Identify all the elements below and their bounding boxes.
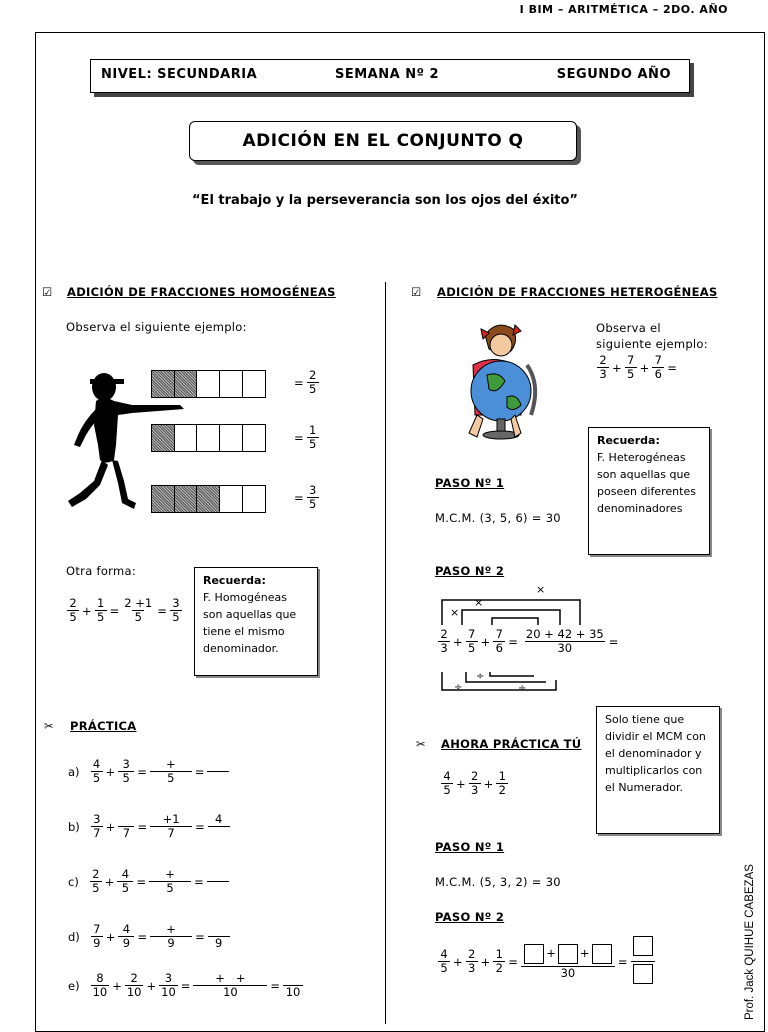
filled-cell [151, 485, 175, 513]
denominator: 9 [150, 936, 192, 950]
numerator: 3 [308, 483, 317, 497]
numerator: 7 [495, 627, 503, 641]
numerator: 3 [172, 596, 180, 610]
empty-cell [219, 485, 243, 513]
numerator [215, 758, 223, 771]
paso2-expression: $\frac{2}{3}$ + $\frac{7}{5}$ + $\frac{7}{6}$ = $\frac{20 + 42 + 35}{30}$ = [437, 628, 620, 655]
numerator: 4 [215, 812, 223, 826]
exercise-label: d) [68, 929, 80, 944]
denominator: 5 [438, 961, 450, 975]
fraction-strip-1 [152, 370, 266, 398]
denominator: 10 [126, 985, 142, 999]
denominator [207, 771, 229, 785]
denominator: 7 [91, 826, 103, 840]
equals-sign: = [294, 490, 304, 505]
quote: “El trabajo y la perseverancia son los ojos del éxito” [192, 193, 578, 208]
mcm-1: M.C.M. (3, 5, 6) = 30 [435, 511, 561, 525]
numerator: 4 [92, 757, 101, 771]
equals-sign: = [294, 430, 304, 445]
strip-result-1 [292, 369, 320, 396]
numerator: 2 [308, 368, 317, 382]
answer-box[interactable] [524, 944, 544, 964]
divide-symbol: ÷ [476, 671, 485, 682]
page-header: I BIM – ARITMÉTICA – 2DO. AÑO [519, 3, 728, 16]
answer-box-denominator[interactable] [633, 964, 653, 984]
recuerda-note-homogeneas [194, 567, 318, 676]
denominator: 30 [521, 966, 615, 980]
numerator: +1 [162, 812, 180, 826]
paso2b-title: PASO Nº 2 [435, 910, 505, 924]
numerator: 2 [599, 353, 607, 367]
numerator: + [166, 757, 176, 771]
denominator: 10 [161, 985, 176, 999]
fraction-strip-3 [152, 485, 266, 513]
note-text: F. Homogéneas son aquellas que tiene el mismo denominador. [203, 591, 297, 655]
denominator: 2 [493, 961, 505, 975]
times-symbol: × [450, 606, 460, 619]
denominator: 7 [118, 826, 134, 840]
filled-cell [174, 485, 198, 513]
column-divider [385, 282, 386, 1024]
numerator [289, 972, 297, 985]
practice-expression: $\frac{4}{5}$ + $\frac{2}{3}$ + $\frac{1}{2}$ [440, 770, 509, 797]
numerator: + + [215, 971, 246, 985]
empty-cell [219, 424, 243, 452]
denominator: 3 [469, 783, 481, 797]
page-title: ADICIÓN EN EL CONJUNTO Q [242, 131, 524, 151]
denominator [208, 826, 230, 840]
note-title: Recuerda: [203, 574, 266, 587]
denominator: 5 [132, 610, 144, 624]
exercise-row: c) $\frac{2}{5}$ + $\frac{4}{5}$ = + 5 = [68, 868, 230, 895]
denominator: 2 [496, 783, 508, 797]
denominator: 10 [283, 985, 303, 999]
numerator: 3 [93, 812, 101, 826]
exercise-label: e) [68, 978, 80, 993]
numerator [214, 868, 222, 881]
exercise-label: a) [68, 764, 80, 779]
times-symbol: × [536, 583, 546, 596]
checkbox-icon: ☑ [42, 285, 53, 299]
anio-label: SEGUNDO AÑO [556, 67, 671, 82]
exercise-e: e) $\frac{8}{10}$ + $\frac{2}{10}$ + $\frac{3}{10}$ = + + 10 = 10 [68, 972, 304, 999]
empty-cell [219, 370, 243, 398]
title-box [189, 121, 577, 161]
denominator: 5 [307, 382, 319, 396]
numerator: 7 [467, 627, 476, 641]
numerator: 4 [443, 769, 451, 783]
denominator: 6 [493, 641, 505, 655]
denominator: 9 [118, 936, 134, 950]
right-intro: Observa el siguiente ejemplo: [596, 321, 708, 351]
denominator: 10 [193, 985, 267, 999]
denominator: 3 [438, 641, 450, 655]
denominator: 5 [117, 881, 133, 895]
exercise-label: c) [68, 874, 79, 889]
empty-cell [242, 424, 266, 452]
nivel-label: NIVEL: SECUNDARIA [101, 67, 258, 82]
empty-cell [242, 485, 266, 513]
exercise-row: b) $\frac{3}{7}$ + 7 = $\frac{+1}{7}$ = 4 [68, 813, 231, 840]
fraction-strip-2 [152, 424, 266, 452]
paso2-title: PASO Nº 2 [435, 564, 505, 578]
denominator: 5 [625, 367, 637, 381]
left-intro: Observa el siguiente ejemplo: [66, 320, 247, 334]
denominator: 3 [597, 367, 609, 381]
numerator: 2 [130, 971, 138, 985]
tip-text: Solo tiene que dividir el MCM con el denominador y multiplicarlos con el Numerador. [605, 713, 706, 794]
denominator: 5 [95, 610, 107, 624]
denominator: 5 [149, 881, 191, 895]
practica-title: PRÁCTICA [70, 719, 137, 733]
numerator: 8 [96, 971, 104, 985]
exercise-row: a) $\frac{4}{5}$ + $\frac{3}{5}$ = + 5 = [68, 758, 230, 785]
numerator [123, 813, 131, 826]
otra-forma-expression: $\frac{2}{5}$ + $\frac{1}{5}$ = $\frac{2 +1}{5}$ = $\frac{3}{5}$ [66, 597, 183, 624]
answer-box[interactable] [592, 944, 612, 964]
strip-result-2 [292, 424, 320, 451]
numerator: + [166, 922, 176, 936]
numerator: 7 [93, 922, 101, 936]
numerator: 7 [626, 353, 635, 367]
denominator: 5 [466, 641, 478, 655]
filled-cell [174, 370, 198, 398]
denominator: 5 [91, 771, 103, 785]
numerator [215, 923, 223, 936]
recuerda-note-heterogeneas [588, 427, 710, 555]
denominator [207, 881, 229, 895]
otra-forma-label: Otra forma: [66, 564, 137, 578]
denominator: 7 [150, 826, 192, 840]
numerator: 2 [467, 947, 476, 961]
numerator: 4 [121, 867, 130, 881]
filled-cell [196, 485, 220, 513]
denominator: 6 [652, 367, 664, 381]
denominator: 10 [92, 985, 108, 999]
hetero-example: $\frac{2}{3}$ + $\frac{7}{5}$ + $\frac{7}{6}$ = [596, 354, 679, 381]
answer-box-numerator[interactable] [633, 936, 653, 956]
numerator: 1 [495, 947, 503, 961]
equals-sign: = [294, 375, 304, 390]
numerator: 4 [122, 922, 131, 936]
scissors-icon: ✂ [416, 737, 426, 751]
semana-label: SEMANA Nº 2 [335, 67, 439, 82]
denominator: 5 [170, 610, 182, 624]
denominator: 5 [67, 610, 79, 624]
divide-symbol: ÷ [454, 682, 463, 693]
denominator: 30 [525, 641, 605, 655]
mcm-2: M.C.M. (5, 3, 2) = 30 [435, 875, 561, 889]
numerator: 4 [440, 947, 448, 961]
strip-result-3 [292, 484, 320, 511]
left-section-title: ADICIÓN DE FRACCIONES HOMOGÉNEAS [67, 285, 336, 299]
denominator: 9 [91, 936, 103, 950]
tip-note [596, 706, 720, 834]
numerator: 2 [92, 867, 100, 881]
numerator: 2 [470, 769, 479, 783]
right-section-title: ADICIÓN DE FRACCIONES HETEROGÉNEAS [437, 285, 718, 299]
exercise-label: b) [68, 819, 80, 834]
denominator: 9 [208, 936, 230, 950]
numerator: 2 [440, 627, 448, 641]
note-text: F. Heterogéneas son aquellas que poseen diferentes denominadores [597, 451, 696, 515]
denominator: 5 [307, 437, 319, 451]
empty-cell [174, 424, 198, 452]
denominator: 5 [307, 497, 319, 511]
numerator: 20 + 42 + 35 [525, 627, 604, 641]
filled-cell [151, 370, 175, 398]
empty-cell [242, 370, 266, 398]
ahora-practica-title: AHORA PRÁCTICA TÚ [441, 737, 582, 751]
times-symbol: × [474, 596, 484, 609]
empty-cell [196, 424, 220, 452]
numerator: 1 [498, 769, 506, 783]
empty-cell [196, 370, 220, 398]
girl-with-globe-icon [455, 315, 565, 445]
numerator: 7 [654, 353, 662, 367]
denominator: 5 [90, 881, 102, 895]
denominator: 3 [466, 961, 478, 975]
note-title: Recuerda: [597, 434, 660, 447]
info-box [90, 59, 690, 93]
scissors-icon: ✂ [44, 719, 54, 733]
paso2b-expression: $\frac{4}{5}$ + $\frac{2}{3}$ + $\frac{1}{2}$ = + + 30 = [437, 936, 656, 987]
divide-symbol: ÷ [518, 683, 527, 694]
paso1b-title: PASO Nº 1 [435, 840, 505, 854]
paso1-title: PASO Nº 1 [435, 476, 505, 490]
numerator: 2 +1 [124, 596, 153, 610]
denominator: 5 [118, 771, 134, 785]
numerator: + [165, 867, 175, 881]
checkbox-icon: ☑ [411, 285, 422, 299]
numerator: 3 [122, 757, 130, 771]
numerator: 2 [69, 596, 77, 610]
exercise-row: d) $\frac{7}{9}$ + $\frac{4}{9}$ = + 9 = 9 [68, 923, 231, 950]
filled-cell [151, 424, 175, 452]
numerator: 1 [96, 596, 105, 610]
numerator: 1 [308, 423, 317, 437]
denominator: 5 [150, 771, 192, 785]
denominator: 5 [441, 783, 453, 797]
answer-box[interactable] [558, 944, 578, 964]
numerator: 3 [164, 971, 173, 985]
author-side-text: Prof. Jack QUIHUE CABEZAS [744, 864, 756, 1020]
